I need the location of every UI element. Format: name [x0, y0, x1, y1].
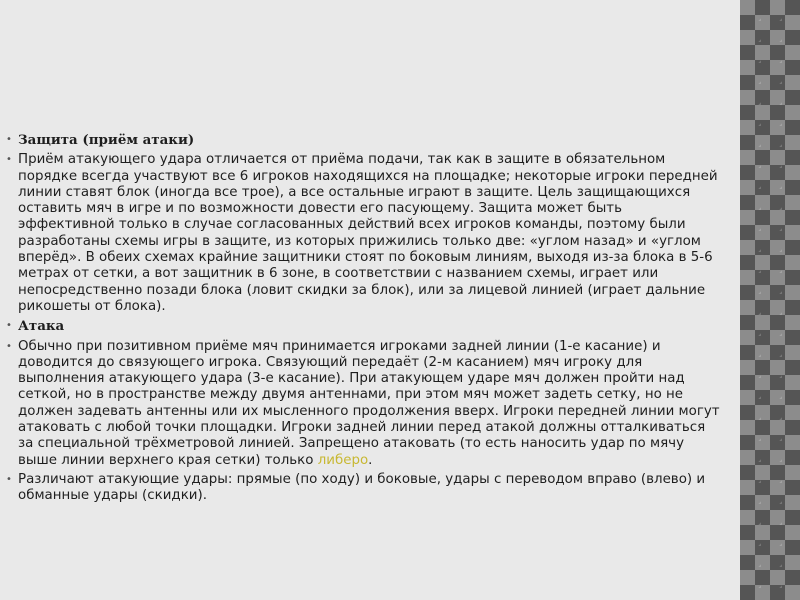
bullet-icon: •: [6, 154, 12, 166]
paragraph-attack-text: Обычно при позитивном приёме мяч принимается игроками задней линии (1-е касание) и доводится до связующего игрока. Связующий передаёт (2-м касанием) мяч игроку для выполнения атакующего удара (3-е касание). При атакующем ударе мяч должен пройти над сеткой, но в пространстве между двумя антеннами, при этом мяч может задеть сетку, но не должен задевать антенны или их мысленного продолжения вверх. Игроки передней линии могут атаковать с любой точки площадки. Игроки задней линии перед атакой должны отталкиваться за специальной трёхметровой линией. Запрещено атаковать (то есть наносить удар по мячу выше линии верхнего края сетки) только: [18, 338, 720, 468]
section-heading-attack: Атака: [18, 318, 65, 335]
bullet-item-attack-text: [4, 339, 720, 469]
bullet-item-attack-types: [4, 472, 720, 505]
bullet-item-defense-heading: [4, 132, 720, 149]
bullet-item-attack-heading: [4, 318, 720, 335]
slide-content: [4, 132, 720, 508]
bullet-item-defense-text: [4, 152, 720, 315]
bullet-icon: •: [6, 320, 12, 332]
paragraph-attack-end: .: [368, 452, 373, 468]
paragraph-attack-types: Различают атакующие удары: прямые (по ходу) и боковые, удары с переводом вправо (влево) и обманные удары (скидки).: [18, 471, 706, 504]
bullet-icon: •: [6, 340, 12, 352]
bullet-icon: •: [6, 473, 12, 485]
section-heading-defense: Защита (приём атаки): [18, 132, 195, 148]
bullet-icon: •: [6, 134, 12, 145]
decorative-pattern-strip: [740, 0, 800, 600]
paragraph-defense: Приём атакующего удара отличается от приёма подачи, так как в защите в обязательном порядке всегда участвуют все 6 игроков находящихся на площадке; некоторые игроки передней линии ставят блок (иногда все трое), а все остальные играют в защите. Цель защищающихся оставить мяч в игре и по возможности довести его пасующему. Защита может быть эффективной только в случае согласованных действий всех игроков команды, поэтому были разработаны схемы игры в защите, из которых прижились только две: «углом назад» и «углом вперёд». В обеих схемах крайние защитники стоят по боковым линиям, выходя из-за блока в 5-6 метрах от сетки, а вот защитник в 6 зоне, в соответствии с названием схемы, играет или непосредственно позади блока (ловит скидки за блок), или за лицевой линией (играет дальние рикошеты от блока).: [18, 152, 718, 314]
libero-link[interactable]: либеро: [317, 452, 369, 468]
paragraph-attack: [18, 339, 720, 468]
